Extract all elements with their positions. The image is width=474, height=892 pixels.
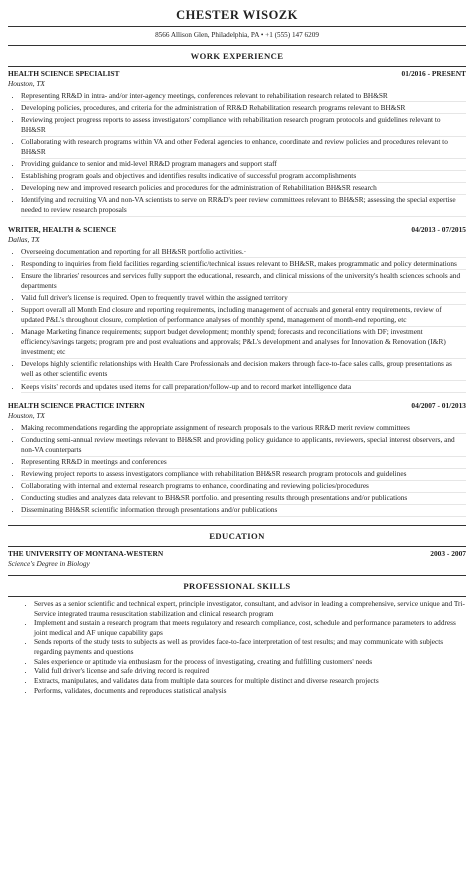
job-bullet: • Keeps visits' records and updates used items for call preparation/follow-up and to record market intelligence data — [21, 381, 466, 393]
job-bullet: • Valid full driver's license is required. Open to frequently travel within the assigned territory — [21, 293, 466, 305]
job-entry — [8, 225, 466, 393]
divider — [8, 596, 466, 597]
job-entry — [8, 401, 466, 517]
skill-item: • Performs, validates, documents and reproduces statistical analysis — [34, 686, 466, 696]
job-bullet: • Developing new and improved research policies and procedures for the administration of Rehabilitation BH&SR research — [21, 183, 466, 195]
job-bullet: • Establishing program goals and objectives and identifies results indicative of successful program accomplishments — [21, 171, 466, 183]
skills-list — [8, 599, 466, 695]
skill-item: • Sales experience or aptitude via enthusiasm for the process of investigating, creating and fulfilling customers' needs — [34, 657, 466, 667]
job-bullet: • Providing guidance to senior and mid-level RR&D program managers and support staff — [21, 159, 466, 171]
job-dates: 04/2007 - 01/2013 — [411, 401, 466, 411]
job-bullet: • Identifying and recruiting VA and non-VA scientists to serve on RR&D's peer review committees relevant to BH&SR; assessing the special expertise needed to review research proposals — [21, 195, 466, 217]
job-bullet: • Representing RR&D in intra- and/or inter-agency meetings, conferences relevant to rehabilitation research related to BH&SR — [21, 90, 466, 102]
job-bullet: • Reviewing project progress reports to assess investigators' compliance with rehabilitation research program protocols and guidelines relevant to BH&SR — [21, 114, 466, 136]
job-bullet: • Overseeing documentation and reporting for all BH&SR portfolio activities.· — [21, 246, 466, 258]
job-bullet: • Collaborating with research programs within VA and other Federal agencies to enhance, coordinate and review policies and procedures relevant to BH&SR — [21, 137, 466, 159]
job-bullet: • Conducting semi-annual review meetings relevant to BH&SR and providing policy guidance to applicants, reviewers, special interest observers, and non-VA counterparts — [21, 434, 466, 456]
candidate-name: CHESTER WISOZK — [176, 8, 298, 22]
divider — [8, 66, 466, 67]
job-bullet: • Making recommendations regarding the appropriate assignment of research proposals to the various RR&D merit review committees — [21, 422, 466, 434]
job-dates: 04/2013 - 07/2015 — [411, 225, 466, 235]
skill-item: • Serves as a senior scientific and technical expert, principle investigator, consultant, and advisor in leading a comprehensive, service unique and Tri-Service integrated trauma resuscitation stabilization and clinical research program — [34, 599, 466, 618]
job-location: Dallas, TX — [8, 235, 40, 245]
divider — [8, 45, 466, 46]
education-entry — [8, 549, 466, 569]
job-entry — [8, 69, 466, 217]
divider — [8, 525, 466, 526]
job-bullet: • Developing policies, procedures, and criteria for the administration of RR&D Rehabilitation research programs relevant to BH&SR — [21, 102, 466, 114]
work-experience-heading: WORK EXPERIENCE — [190, 51, 284, 62]
job-bullet: • Collaborating with internal and external research programs to enhance, coordinating and reviewing policies/procedures — [21, 481, 466, 493]
job-title: HEALTH SCIENCE SPECIALIST — [8, 69, 120, 79]
job-dates: 01/2016 - PRESENT — [401, 69, 466, 79]
skill-item: • Sends reports of the study tests to subjects as well as provides face-to-face interpretation of test results; and may communicate with subjects regarding payments and questions — [34, 637, 466, 656]
job-bullet: • Disseminating BH&SR scientific information through presentations and/or publications — [21, 505, 466, 517]
job-title: WRITER, HEALTH & SCIENCE — [8, 225, 117, 235]
job-bullet: • Reviewing project reports to assess investigators compliance with rehabilitation BH&SR research program protocols and guidelines — [21, 469, 466, 481]
job-bullet: • Support overall all Month End closure and reporting requirements, including management of accruals and general entry requirements, review of updated P&L's throughout closure, completion of performance analyses of monthly spend, management of month-end reporting, etc — [21, 305, 466, 327]
divider — [8, 546, 466, 547]
job-bullet: • Representing RR&D in meetings and conferences — [21, 457, 466, 469]
education-heading: EDUCATION — [209, 530, 265, 541]
contact-line: 8566 Allison Glen, Philadelphia, PA • +1 (555) 147 6209 — [155, 31, 319, 40]
skill-item: • Implement and sustain a research program that meets regulatory and research compliance, cost, schedule and performance parameters to address joint medical and AF unique capability gaps — [34, 618, 466, 637]
divider — [8, 26, 466, 27]
job-bullet: • Conducting studies and analyzes data relevant to BH&SR portfolio. and presenting results through presentations and/or publications — [21, 493, 466, 505]
work-experience-list — [8, 69, 466, 517]
school-name: THE UNIVERSITY OF MONTANA-WESTERN — [8, 548, 164, 558]
skill-item: • Extracts, manipulates, and validates data from multiple data sources for multiple distinct and diverse research projects — [34, 676, 466, 686]
education-dates: 2003 - 2007 — [430, 548, 466, 558]
skill-item: • Valid full driver's license and safe driving record is required — [34, 666, 466, 676]
job-bullet: • Manage Marketing finance requirements; support budget development; monthly spend; forecasts and reconciliations with DF; investment efficiency/savings targets; program pre and post evaluations and approvals; P&L's development and analyses for Innovation & Renovation (I&R) investment; etc — [21, 327, 466, 359]
job-bullet: • Responding to inquiries from field facilities regarding scientific/technical issues relevant to BH&SR, makes programmatic and policy determinations — [21, 258, 466, 270]
skills-heading: PROFESSIONAL SKILLS — [183, 581, 291, 592]
job-bullet: • Develops highly scientific relationships with Health Care Professionals and decision makers through face-to-face sales calls, group presentations as well as other scientific events — [21, 359, 466, 381]
job-bullet: • Ensure the libraries' resources and services fully support the educational, research, and clinical missions of the university's health sciences schools and departments — [21, 270, 466, 292]
degree: Science's Degree in Biology — [8, 558, 90, 568]
job-location: Houston, TX — [8, 411, 45, 421]
divider — [8, 575, 466, 576]
job-title: HEALTH SCIENCE PRACTICE INTERN — [8, 401, 145, 411]
job-location: Houston, TX — [8, 79, 45, 89]
